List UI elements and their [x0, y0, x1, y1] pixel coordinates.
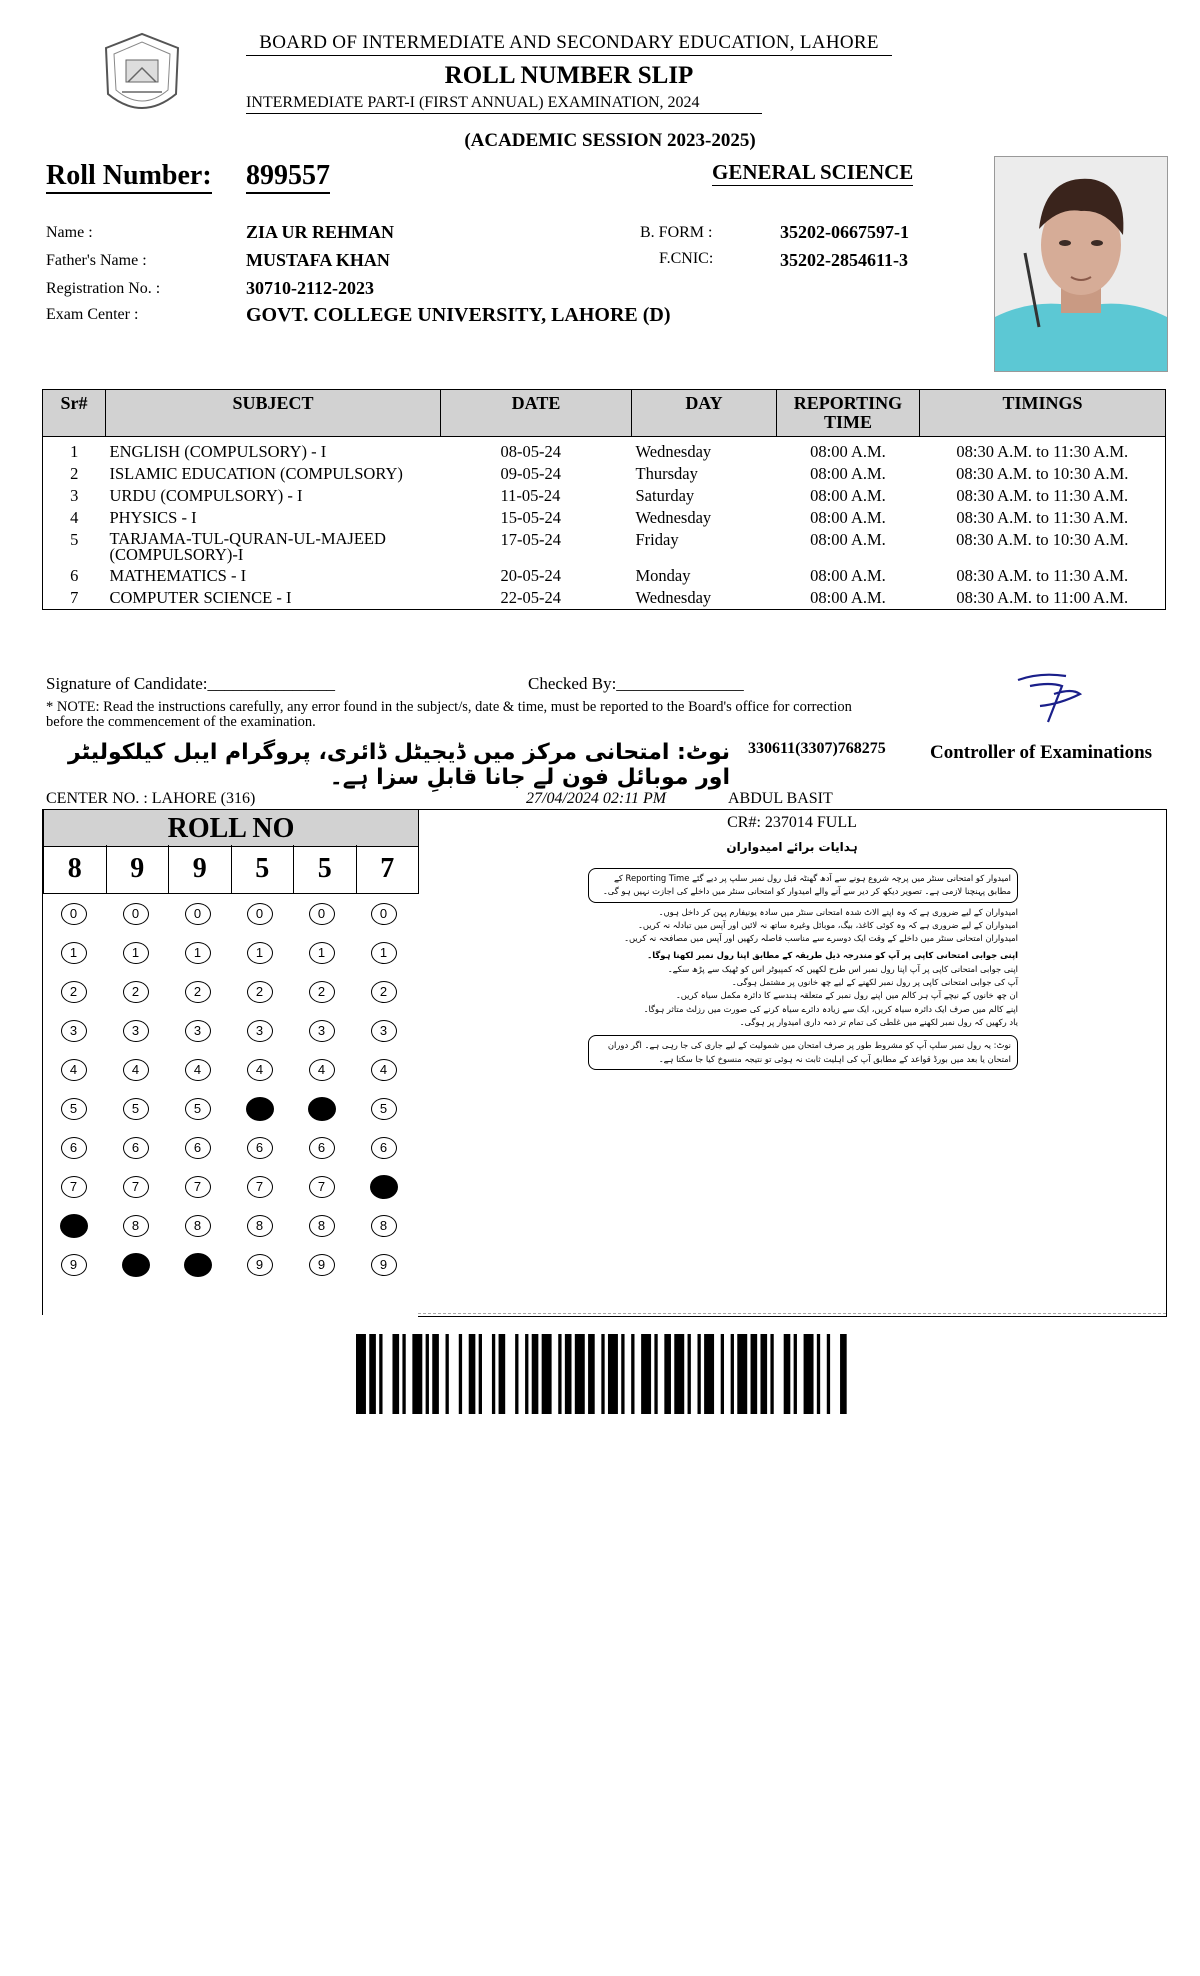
instructions-panel: [418, 809, 1167, 1317]
barcode-bar: [542, 1334, 552, 1414]
roll-number-value: 899557: [246, 160, 330, 194]
cell-day: Wednesday: [635, 508, 712, 527]
omr-bubble: 1: [247, 942, 273, 964]
schedule-row: [43, 565, 1166, 587]
schedule-row: [43, 485, 1166, 507]
urdu-warning: نوٹ: امتحانی مرکز میں ڈیجیٹل ڈائری، پروگرام ایبل کیلکولیٹر اور موبائل فون لے جانا قابلِ سزا ہے۔: [68, 740, 730, 790]
barcode-bar: [426, 1334, 429, 1414]
barcode-bar: [827, 1334, 830, 1414]
omr-bubble: 8: [371, 1215, 397, 1237]
cell-subject: MATHEMATICS - I: [109, 566, 247, 585]
omr-bubble-filled: 5: [308, 1097, 336, 1121]
cell-timings: 08:30 A.M. to 11:30 A.M.: [956, 442, 1129, 461]
omr-bubble: 2: [185, 981, 211, 1003]
cell-subject: TARJAMA-TUL-QURAN-UL-MAJEED (COMPULSORY)-I: [109, 529, 386, 564]
cell-subject: ENGLISH (COMPULSORY) - I: [109, 442, 327, 461]
cell-timings: 08:30 A.M. to 11:30 A.M.: [956, 508, 1129, 527]
omr-bubble: 9: [371, 1254, 397, 1276]
omr-bubble: 0: [371, 903, 397, 925]
barcode-bar: [641, 1334, 651, 1414]
name-label: Name :: [46, 224, 93, 241]
omr-bubble: 9: [309, 1254, 335, 1276]
omr-bubble: 8: [309, 1215, 335, 1237]
cell-day: Thursday: [635, 464, 698, 483]
omr-bubble: 4: [185, 1059, 211, 1081]
omr-digit: 9: [107, 845, 170, 893]
cell-day: Saturday: [635, 486, 695, 505]
schedule-row: [43, 587, 1166, 610]
cell-reporting: 08:00 A.M.: [810, 566, 886, 585]
omr-bubble: 8: [185, 1215, 211, 1237]
omr-bubble: 5: [61, 1098, 87, 1120]
operator-name: ABDUL BASIT: [728, 790, 833, 807]
omr-bubble: 8: [123, 1215, 149, 1237]
omr-bubble: 2: [123, 981, 149, 1003]
barcode-bar: [446, 1334, 449, 1414]
omr-bubble: 1: [309, 942, 335, 964]
omr-bubble: 2: [371, 981, 397, 1003]
barcode-bar: [674, 1334, 684, 1414]
instruction-item: امیدواران کے لیے ضروری ہے کہ وہ اپنے الاٹ شدہ امتحانی سنٹر میں سادہ یونیفارم پہن کر داخل ہوں۔: [658, 906, 1018, 917]
instructions-body: [588, 868, 1018, 1308]
barcode-bar: [794, 1334, 797, 1414]
center-number: CENTER NO. : LAHORE (316): [46, 790, 256, 807]
contact-number: 330611(3307)768275: [748, 740, 886, 757]
barcode-bar: [565, 1334, 572, 1414]
answer-step: اپنے کالم میں صرف ایک دائرہ سیاہ کریں، ایک سے زیادہ دائرے سیاہ کرنے کی صورت میں رزلٹ متاثر ہوگا۔: [643, 1003, 1018, 1014]
cell-date: 22-05-24: [500, 588, 561, 607]
cell-subject: URDU (COMPULSORY) - I: [109, 486, 303, 505]
omr-bubble: 1: [371, 942, 397, 964]
cell-reporting: 08:00 A.M.: [810, 464, 886, 483]
omr-bubble: 4: [371, 1059, 397, 1081]
omr-bubble: 6: [61, 1137, 87, 1159]
cell-date: 20-05-24: [500, 566, 561, 585]
exam-center: GOVT. COLLEGE UNIVERSITY, LAHORE (D): [246, 304, 671, 326]
omr-bubble: 6: [247, 1137, 273, 1159]
omr-bubble: 3: [309, 1020, 335, 1042]
barcode-bar: [575, 1334, 585, 1414]
barcode-bar: [817, 1334, 820, 1414]
omr-bubble: 3: [371, 1020, 397, 1042]
cell-subject: COMPUTER SCIENCE - I: [109, 588, 292, 607]
candidate-name: ZIA UR REHMAN: [246, 222, 395, 242]
slip-title: ROLL NUMBER SLIP: [444, 62, 694, 89]
barcode-bar: [532, 1334, 539, 1414]
barcode-bar: [621, 1334, 624, 1414]
barcode-bar: [608, 1334, 618, 1414]
omr-bubble-filled: 9: [122, 1253, 150, 1277]
omr-bubble: 5: [371, 1098, 397, 1120]
important-note: * NOTE: Read the instructions carefully, any error found in the subject/s, date & time, must be reported to the Board's office for correction before the commencement of the examination.: [46, 699, 852, 730]
omr-bubble: 5: [123, 1098, 149, 1120]
cell-sr: 2: [70, 464, 79, 483]
cell-reporting: 08:00 A.M.: [810, 486, 886, 505]
omr-bubble: 6: [185, 1137, 211, 1159]
bform-number: 35202-0667597-1: [780, 222, 909, 242]
omr-bubble: 9: [247, 1254, 273, 1276]
barcode-bar: [721, 1334, 724, 1414]
omr-title: ROLL NO: [43, 809, 419, 847]
schedule-row: [43, 507, 1166, 529]
barcode-bar: [751, 1334, 758, 1414]
cell-subject: ISLAMIC EDUCATION (COMPULSORY): [109, 464, 403, 483]
col-date: DATE: [441, 390, 632, 437]
instruction-item: امیدواران کے لیے ضروری ہے کہ وہ کوئی کاغذ، بیگ، موبائل وغیرہ ساتھ نہ لائیں اور آپس میں تبادلہ نہ کریں۔: [638, 919, 1018, 930]
omr-bubble: 4: [309, 1059, 335, 1081]
cell-timings: 08:30 A.M. to 11:30 A.M.: [956, 566, 1129, 585]
barcode-bar: [840, 1334, 847, 1414]
barcode-bar: [469, 1334, 476, 1414]
omr-roll-grid: [42, 809, 419, 1315]
cell-timings: 08:30 A.M. to 11:00 A.M.: [956, 588, 1129, 607]
barcode-bar: [588, 1334, 595, 1414]
instruction-item: امیدواران امتحانی سنٹر میں داخلے کے وقت ایک دوسرے سے مناسب فاصلہ رکھیں اور آپس میں مصافحہ نہ کریں۔: [624, 933, 1018, 944]
barcode-bar: [369, 1334, 376, 1414]
barcode-bar: [760, 1334, 767, 1414]
barcode-bar: [664, 1334, 671, 1414]
cell-sr: 1: [70, 442, 79, 461]
omr-bubble: 0: [123, 903, 149, 925]
print-datetime: 27/04/2024 02:11 PM: [526, 790, 667, 807]
answer-step: آپ کی جوابی امتحانی کاپی پر رول نمبر لکھنے کے لیے چھ خانوں پر مشتمل ہوگی۔: [731, 977, 1018, 988]
final-note: نوٹ: یہ رول نمبر سلپ آپ کو مشروط طور پر صرف امتحان میں شمولیت کے لیے جاری کی جا رہی ہے۔ اگر دوران امتحان یا بعد میں بورڈ قواعد کے مطابق آپ کی اہلیت ثابت نہ ہوئی تو نتیجہ منسوخ کیا جا سکتا ہے۔: [588, 1035, 1018, 1070]
cell-date: 11-05-24: [500, 486, 561, 505]
date-sheet-body: [43, 437, 1166, 610]
col-timings: TIMINGS: [920, 390, 1166, 437]
cell-reporting: 08:00 A.M.: [810, 508, 886, 527]
barcode-bar: [704, 1334, 714, 1414]
controller-title: Controller of Examinations: [930, 742, 1153, 763]
omr-bubble: 1: [123, 942, 149, 964]
father-name-label: Father's Name :: [46, 252, 147, 269]
cell-reporting: 08:00 A.M.: [810, 588, 886, 607]
omr-bubble: 0: [61, 903, 87, 925]
omr-bubble: 7: [247, 1176, 273, 1198]
cell-subject: PHYSICS - I: [109, 508, 197, 527]
cell-reporting: 08:00 A.M.: [810, 530, 886, 549]
omr-bubble: 6: [371, 1137, 397, 1159]
barcode-bar: [804, 1334, 814, 1414]
barcode-bar: [432, 1334, 439, 1414]
omr-bubble: 0: [185, 903, 211, 925]
board-logo: [100, 30, 184, 122]
cell-day: Monday: [635, 566, 691, 585]
omr-bubble: 4: [61, 1059, 87, 1081]
schedule-row: [43, 529, 1166, 565]
instructions-title: ہدایات برائے امیدواران: [726, 840, 858, 854]
barcode-bar: [737, 1334, 747, 1414]
omr-bubble: 4: [123, 1059, 149, 1081]
barcode-bar: [479, 1334, 482, 1414]
cell-date: 09-05-24: [500, 464, 561, 483]
cell-timings: 08:30 A.M. to 10:30 A.M.: [956, 530, 1129, 549]
omr-digit-row: [43, 845, 419, 894]
omr-bubble: 6: [123, 1137, 149, 1159]
candidate-photo: [994, 156, 1168, 372]
cell-date: 15-05-24: [500, 508, 561, 527]
fcnic-label: F.CNIC:: [659, 250, 714, 267]
bform-label: B. FORM :: [640, 224, 713, 241]
academic-session: (ACADEMIC SESSION 2023-2025): [464, 130, 756, 151]
barcode-bar: [688, 1334, 691, 1414]
dashed-divider: [418, 1313, 1166, 1314]
barcode-bar: [492, 1334, 495, 1414]
omr-bubble-filled: 8: [60, 1214, 88, 1238]
barcode: [356, 1334, 850, 1414]
roll-number-label: Roll Number:: [46, 160, 212, 194]
barcode-bar: [525, 1334, 528, 1414]
cell-day: Wednesday: [635, 588, 712, 607]
cell-day: Friday: [635, 530, 679, 549]
omr-bubble: 6: [309, 1137, 335, 1159]
omr-digit: 8: [44, 845, 107, 893]
omr-bubble: 1: [185, 942, 211, 964]
registration-number: 30710-2112-2023: [246, 278, 374, 298]
omr-bubble: 2: [247, 981, 273, 1003]
omr-bubble-filled: 5: [246, 1097, 274, 1121]
barcode-bar: [499, 1334, 506, 1414]
fcnic-number: 35202-2854611-3: [780, 250, 908, 270]
omr-bubble: 4: [247, 1059, 273, 1081]
col-day: DAY: [632, 390, 777, 437]
barcode-bar: [356, 1334, 366, 1414]
cell-date: 08-05-24: [500, 442, 561, 461]
omr-bubble: 1: [61, 942, 87, 964]
barcode-bar: [731, 1334, 734, 1414]
omr-bubble: 0: [247, 903, 273, 925]
omr-bubble: 7: [309, 1176, 335, 1198]
omr-digit: 7: [380, 853, 395, 884]
checked-by: Checked By:_______________: [528, 674, 744, 693]
omr-bubble: 3: [185, 1020, 211, 1042]
cell-sr: 7: [70, 588, 79, 607]
omr-bubble: 5: [185, 1098, 211, 1120]
omr-bubble: 7: [61, 1176, 87, 1198]
group-name: GENERAL SCIENCE: [712, 160, 914, 184]
omr-bubble: 0: [309, 903, 335, 925]
barcode-bar: [654, 1334, 657, 1414]
cr-number: CR#: 237014 FULL: [727, 814, 857, 831]
barcode-bar: [784, 1334, 791, 1414]
col-subject: SUBJECT: [106, 390, 441, 437]
omr-bubble: 3: [247, 1020, 273, 1042]
barcode-bar: [601, 1334, 604, 1414]
omr-digit: 5: [232, 845, 295, 893]
omr-bubble: 3: [123, 1020, 149, 1042]
omr-bubble: 8: [247, 1215, 273, 1237]
omr-digit: 5: [294, 845, 357, 893]
omr-bubble: 2: [61, 981, 87, 1003]
answer-step: ان چھ خانوں کے نیچے آپ ہر کالم میں اپنے رول نمبر کے متعلقہ ہندسے کا دائرہ مکمل سیاہ کریں۔: [675, 990, 1018, 1001]
omr-bubble: 9: [61, 1254, 87, 1276]
barcode-bar: [558, 1334, 561, 1414]
board-name: BOARD OF INTERMEDIATE AND SECONDARY EDUCATION, LAHORE: [246, 32, 892, 56]
omr-bubble: 7: [185, 1176, 211, 1198]
col-sr: Sr#: [43, 390, 106, 437]
answer-heading: اپنی جوابی امتحانی کاپی پر آپ کو مندرجہ ذیل طریقہ کے مطابق اپنا رول نمبر لکھنا ہوگا۔: [647, 950, 1018, 961]
cell-sr: 5: [70, 530, 79, 549]
exam-name: INTERMEDIATE PART-I (FIRST ANNUAL) EXAMINATION, 2024: [246, 94, 762, 114]
barcode-bar: [631, 1334, 634, 1414]
cell-sr: 4: [70, 508, 79, 527]
schedule-row: [43, 441, 1166, 463]
cell-reporting: 08:00 A.M.: [810, 442, 886, 461]
cell-timings: 08:30 A.M. to 10:30 A.M.: [956, 464, 1129, 483]
exam-center-label: Exam Center :: [46, 306, 139, 323]
registration-label: Registration No. :: [46, 280, 161, 297]
cell-sr: 3: [70, 486, 79, 505]
omr-digit: 9: [169, 845, 232, 893]
instruction-item: امیدوار کو امتحانی سنٹر میں پرچہ شروع ہونے سے آدھ گھنٹہ قبل رول نمبر سلپ پر دیے گئے Reporting Time کے مطابق پہنچنا لازمی ہے۔ تصویر دیکھ کر دیر سے آنے والے امیدوار کو امتحانی سنٹر میں داخلے کی اجازت نہیں ہو گی۔: [588, 868, 1018, 903]
barcode-bar: [412, 1334, 422, 1414]
date-sheet-table: [42, 389, 1166, 610]
omr-bubble: 7: [123, 1176, 149, 1198]
schedule-row: [43, 463, 1166, 485]
cell-date: 17-05-24: [500, 530, 561, 549]
barcode-bar: [770, 1334, 773, 1414]
barcode-bar: [459, 1334, 462, 1414]
omr-bubble-filled: 9: [184, 1253, 212, 1277]
omr-bubble: 3: [61, 1020, 87, 1042]
barcode-bar: [379, 1334, 382, 1414]
answer-step: یاد رکھیں کہ رول نمبر لکھنے میں غلطی کی تمام تر ذمہ داری امیدوار پر ہوگی۔: [739, 1016, 1018, 1027]
cell-day: Wednesday: [635, 442, 712, 461]
omr-bubble-filled: 7: [370, 1175, 398, 1199]
controller-signature: [1010, 668, 1090, 726]
col-reporting-time: REPORTING TIME: [777, 390, 920, 437]
candidate-signature: Signature of Candidate:_______________: [46, 674, 335, 693]
barcode-bar: [697, 1334, 700, 1414]
cell-sr: 6: [70, 566, 79, 585]
barcode-bar: [402, 1334, 405, 1414]
barcode-bar: [515, 1334, 518, 1414]
father-name: MUSTAFA KHAN: [246, 250, 390, 270]
barcode-bar: [392, 1334, 399, 1414]
answer-step: اپنی جوابی امتحانی کاپی پر آپ اپنا رول نمبر اس طرح لکھیں کہ کمپیوٹر اس کو ٹھیک سے پڑھ سکے۔: [667, 963, 1018, 974]
omr-bubble: 2: [309, 981, 335, 1003]
cell-timings: 08:30 A.M. to 11:30 A.M.: [956, 486, 1129, 505]
